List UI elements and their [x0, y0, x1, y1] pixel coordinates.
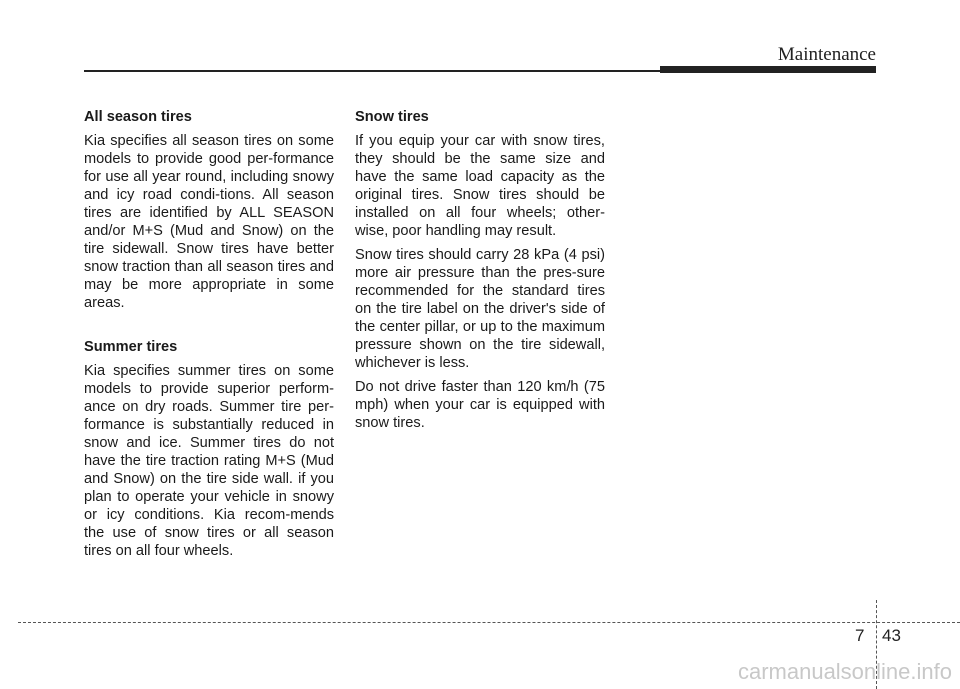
page-chapter-number: 7	[855, 626, 865, 645]
header-rule-thin	[84, 70, 660, 72]
snow-paragraph-1: If you equip your car with snow tires, they should be the same size and have the same load capacity as the original tires. Snow tires should be installed on all four wheels; other-wise, poor handling may result.	[355, 133, 605, 239]
left-column	[84, 108, 334, 566]
snow-heading: Snow tires	[355, 109, 429, 125]
summer-heading: Summer tires	[84, 339, 178, 355]
section-gap	[84, 318, 334, 338]
snow-paragraph-2: Snow tires should carry 28 kPa (4 psi) more air pressure than the pres-sure recommended for the standard tires on the tire label on the driver's side of the center pillar, or up to the maximum pressure shown on the tire sidewall, whichever is less.	[355, 247, 605, 371]
header-rule-thick	[660, 66, 876, 73]
all-season-body: Kia specifies all season tires on some models to provide good per-formance for use all year round, including snowy and icy road condi-tions. All season tires are identified by ALL SEASON and/or M+S (Mud and Snow) on the tire sidewall. Snow tires have better snow traction than all season tires and may be more appropriate in some areas.	[84, 133, 334, 311]
page-header-title: Maintenance	[777, 44, 876, 65]
watermark-text: carmanualsonline.info	[737, 659, 952, 684]
summer-body: Kia specifies summer tires on some models to provide superior perform-ance on dry roads. Summer tire per-formance is substantially reduced in snow and ice. Summer tires do not have the tire traction rating M+S (Mud and Snow) on the tire side wall. if you plan to operate your vehicle in snowy or icy conditions. Kia recom-mends the use of snow tires or all season tires on all four wheels.	[84, 363, 334, 559]
snow-paragraph-3: Do not drive faster than 120 km/h (75 mph) when your car is equipped with snow tires.	[355, 379, 605, 431]
right-column	[355, 108, 605, 438]
footer-dashed-line	[18, 622, 960, 623]
all-season-heading: All season tires	[84, 109, 192, 125]
page-number: 43	[882, 626, 901, 645]
